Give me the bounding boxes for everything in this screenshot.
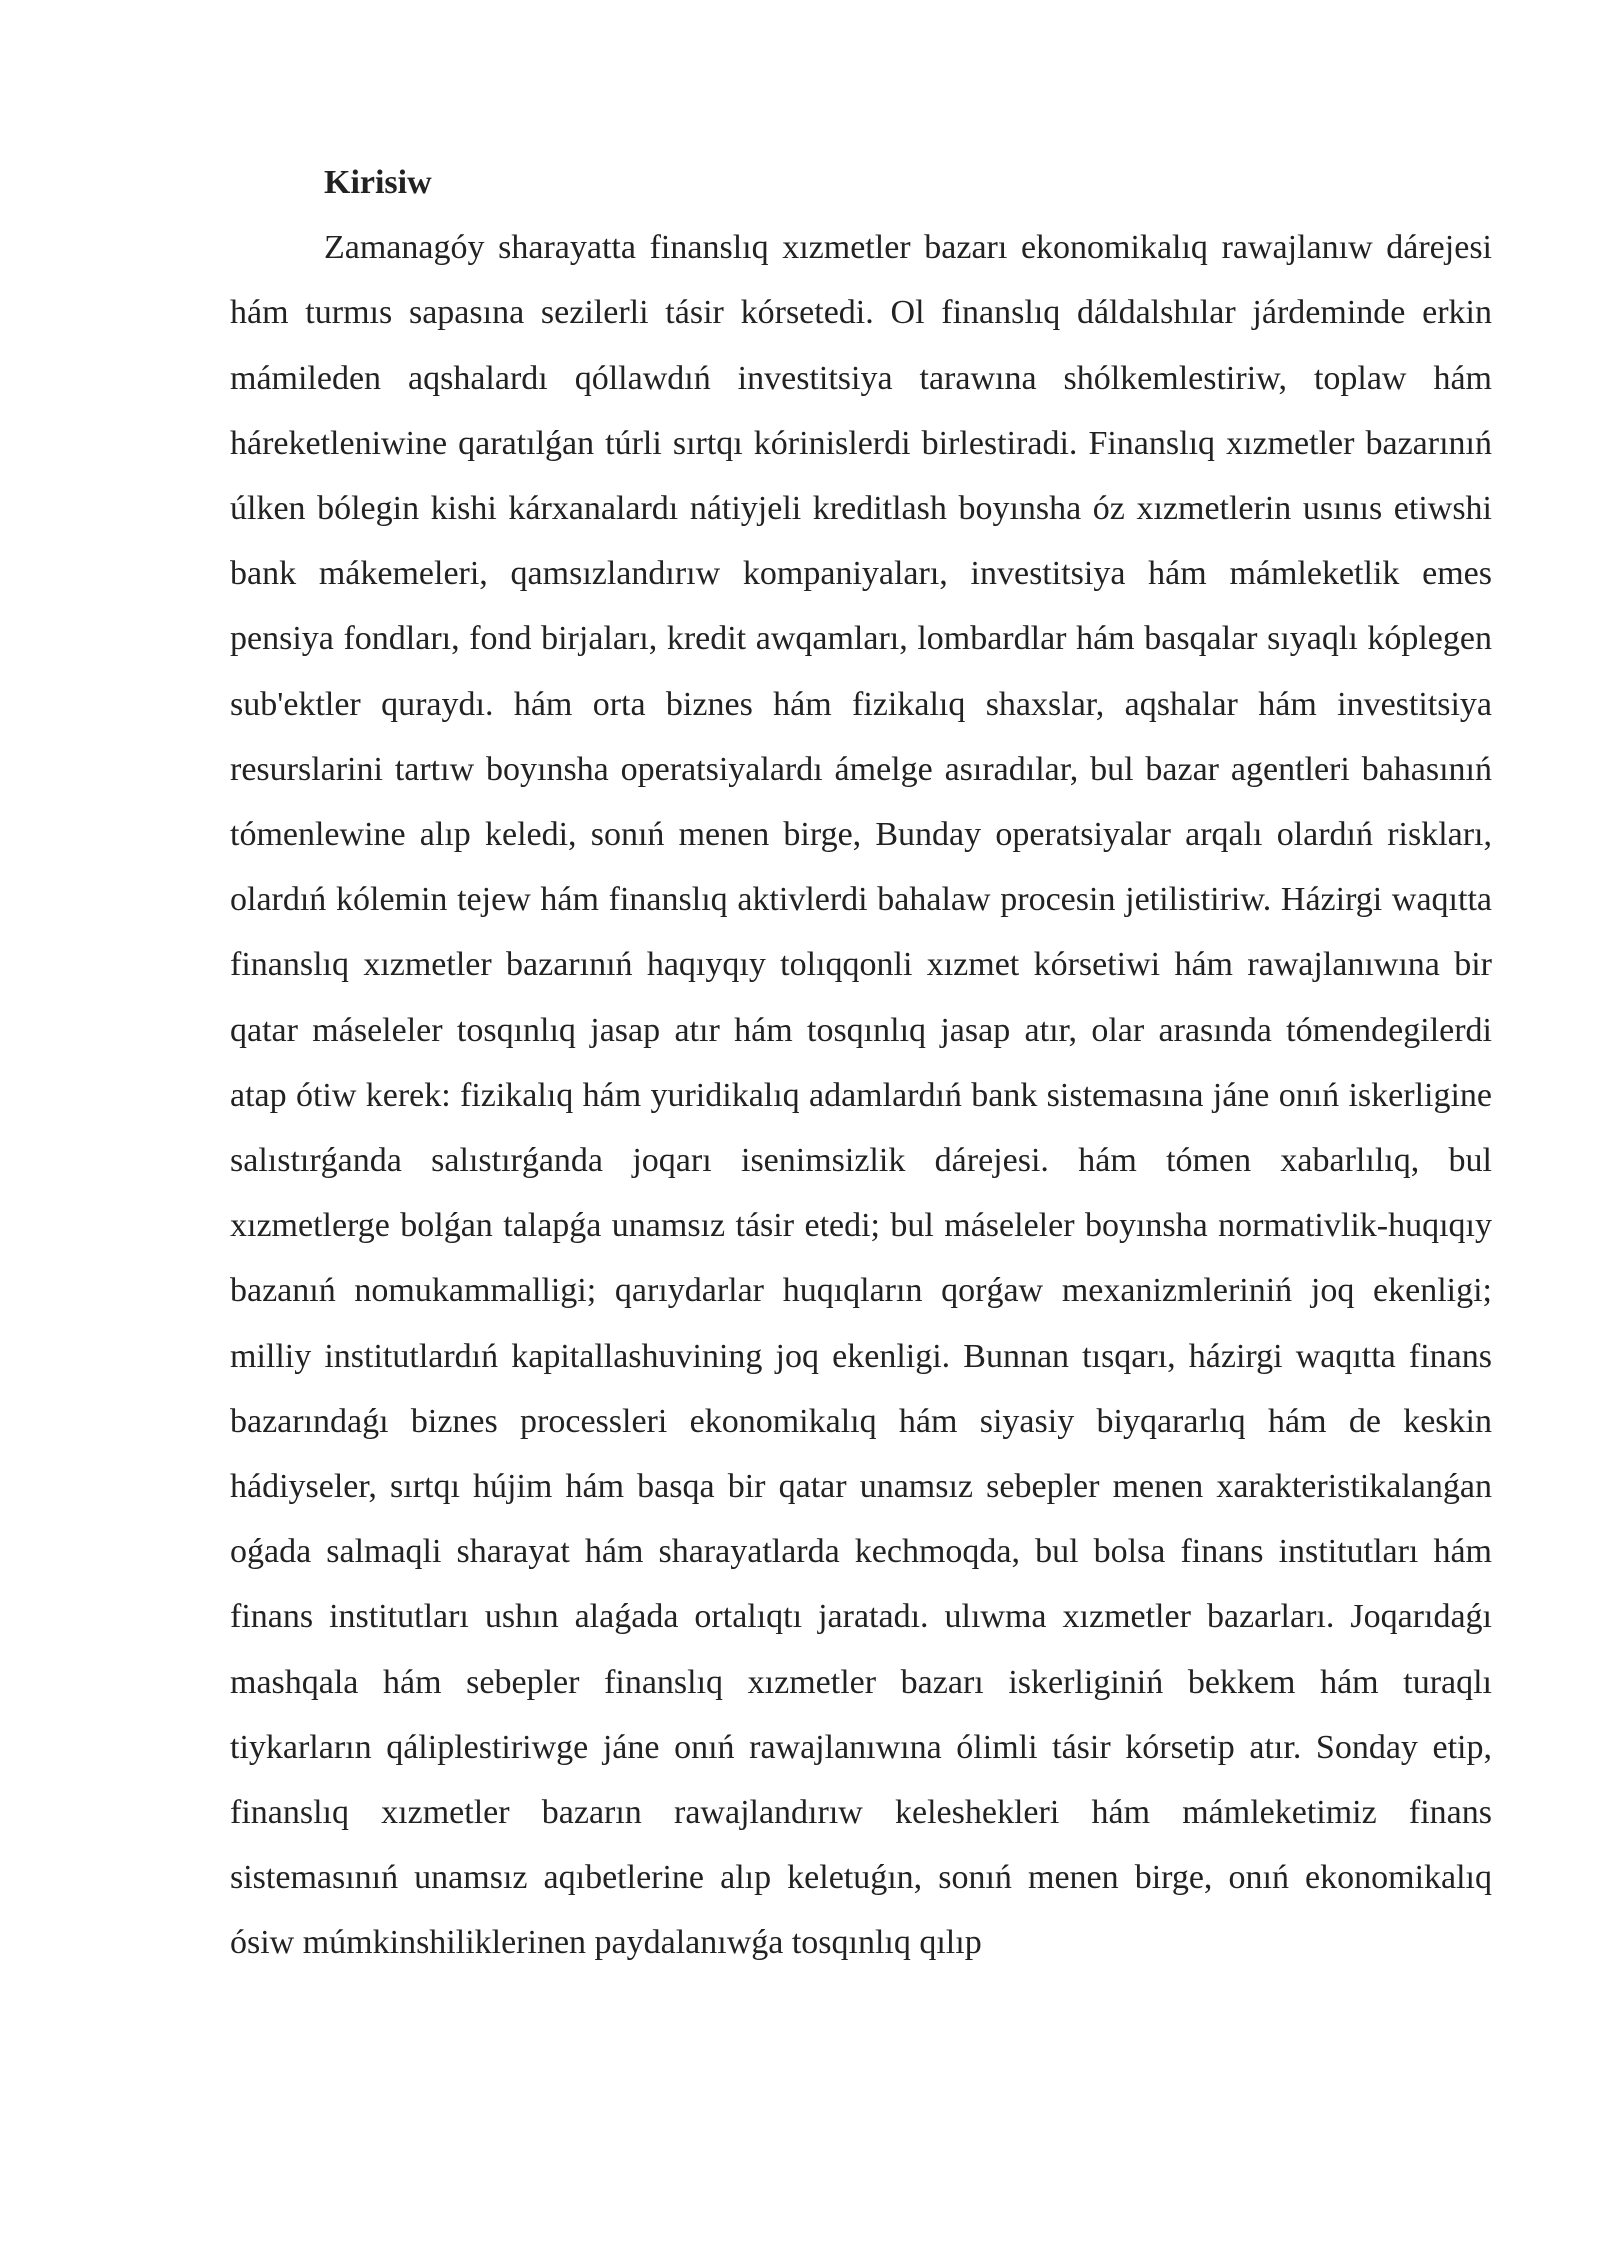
section-heading: Kirisiw [324, 164, 432, 201]
body-paragraph: Zamanagóy sharayatta finanslıq xızmetler bazarı ekonomikalıq rawajlanıw dárejesi hám turmıs sapasına sezilerli tásir kórsetedi. Ol finanslıq dáldalshılar járdeminde erkin mámileden aqshalardı qóllawdıń investitsiya tarawına shólkemlestiriw, toplaw hám háreketleniwine qaratılǵan túrli sırtqı kórinislerdi birlestiradi. Finanslıq xızmetler bazarınıń úlken bólegin kishi kárxanalardı nátiyjeli kreditlash boyınsha óz xızmetlerin usınıs etiwshi bank mákemeleri, qamsızlandırıw kompaniyaları, investitsiya hám mámleketlik emes pensiya fondları, fond birjaları, kredit awqamları, lombardlar hám basqalar sıyaqlı kóplegen sub'ektler quraydı. hám orta biznes hám fizikalıq shaxslar, aqshalar hám investitsiya resurslarini tartıw boyınsha operatsiyalardı ámelge asıradılar, bul bazar agentleri bahasınıń tómenlewine alıp keledi, sonıń menen birge, Bunday operatsiyalar arqalı olardıń riskları, olardıń kólemin tejew hám finanslıq aktivlerdi bahalaw procesin jetilistiriw. Házirgi waqıtta finanslıq xızmetler bazarınıń haqıyqıy tolıqqonli xızmet kórsetiwi hám rawajlanıwına bir qatar máseleler tosqınlıq jasap atır hám tosqınlıq jasap atır, olar arasında tómendegilerdi atap ótiw kerek: fizikalıq hám yuridikalıq adamlardıń bank sistemasına jáne onıń iskerligine salıstırǵanda salıstırǵanda joqarı isenimsizlik dárejesi. hám tómen xabarlılıq, bul xızmetlerge bolǵan talapǵa unamsız tásir etedi; bul máseleler boyınsha normativlik-huqıqıy bazanıń nomukammalligi; qarıydarlar huqıqların qorǵaw mexanizmleriniń joq ekenligi; milliy institutlardıń kapitallashuvining joq ekenligi. Bunnan tısqarı, házirgi waqıtta finans bazarındaǵı biznes processleri ekonomikalıq hám siyasiy biyqararlıq hám de keskin hádiyseler, sırtqı hújim hám basqa bir qatar unamsız sebepler menen xarakteristikalanǵan oǵada salmaqli sharayat hám sharayatlarda kechmoqda, bul bolsa finans institutları hám finans institutları ushın alaǵada ortalıqtı jaratadı. ulıwma xızmetler bazarları. Joqarıdaǵı mashqala hám sebepler finanslıq xızmetler bazarı iskerliginiń bekkem hám turaqlı tiykarların qáliplestiriwge jáne onıń rawajlanıwına ólimli tásir kórsetip atır. Sonday etip, finanslıq xızmetler bazarın rawajlandırıw keleshekleri hám mámleketimiz finans sistemasınıń unamsız aqıbetlerine alıp keletuǵın, sonıń menen birge, onıń ekonomikalıq ósiw múmkinshiliklerinen paydalanıwǵa tosqınlıq qılıp [230, 229, 1492, 1962]
document-body [230, 150, 1492, 1976]
